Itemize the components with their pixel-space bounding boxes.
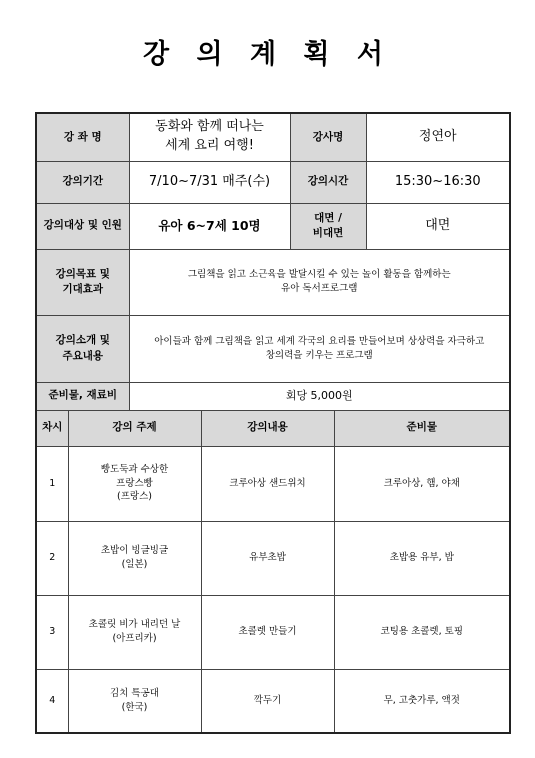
period-row (36, 161, 510, 203)
mode-value: 대면 (366, 203, 510, 249)
materials-row (36, 382, 510, 410)
session-number: 1 (36, 446, 68, 521)
topic-line: (한국) (121, 701, 148, 713)
goal-line-1: 그림책을 읽고 소근육을 발달시킬 수 있는 놀이 활동을 함께하는 (187, 269, 451, 281)
topic-line: (프랑스) (117, 491, 152, 503)
session-topic (68, 669, 201, 733)
course-name-value (129, 113, 290, 161)
session-content: 유부초밥 (201, 521, 334, 595)
target-row (36, 203, 510, 249)
intro-label-line-1: 강의소개 및 (55, 334, 110, 347)
schedule-row (36, 521, 510, 595)
header-supplies: 준비물 (334, 410, 510, 446)
intro-row (36, 315, 510, 382)
intro-label-line-2: 주요내용 (62, 349, 104, 362)
course-name-label: 강 좌 명 (36, 113, 129, 161)
instructor-value: 정연아 (366, 113, 510, 161)
schedule-row (36, 669, 510, 733)
time-label: 강의시간 (290, 161, 366, 203)
session-content: 크루아상 샌드위치 (201, 446, 334, 521)
topic-line: 프랑스빵 (116, 477, 153, 489)
course-name-row (36, 113, 510, 161)
session-number: 3 (36, 595, 68, 669)
session-topic (68, 446, 201, 521)
schedule-row (36, 595, 510, 669)
topic-line: (아프리카) (112, 633, 157, 644)
mode-label-line-1: 대면 / (314, 211, 342, 224)
topic-line: 김치 특공대 (110, 687, 159, 699)
period-label: 강의기간 (36, 161, 129, 203)
topic-line: (일본) (121, 559, 148, 570)
session-topic (68, 521, 201, 595)
goal-label (36, 249, 129, 315)
schedule-row (36, 446, 510, 521)
materials-label: 준비물, 재료비 (36, 382, 129, 410)
session-supplies: 크루아상, 햄, 야채 (334, 446, 510, 521)
mode-label (290, 203, 366, 249)
target-value: 유아 6~7세 10명 (129, 203, 290, 249)
header-content: 강의내용 (201, 410, 334, 446)
materials-value: 회당 5,000원 (129, 382, 510, 410)
time-value: 15:30~16:30 (366, 161, 510, 203)
goal-label-line-1: 강의목표 및 (55, 267, 110, 280)
goal-line-2: 유아 독서프로그램 (281, 283, 358, 294)
session-number: 2 (36, 521, 68, 595)
session-topic (68, 595, 201, 669)
header-topic: 강의 주제 (68, 410, 201, 446)
course-name-line-2: 세계 요리 여행! (165, 138, 254, 154)
session-supplies: 코팅용 초콜렛, 토핑 (334, 595, 510, 669)
session-content: 깍두기 (201, 669, 334, 733)
topic-line: 빵도둑과 수상한 (100, 463, 169, 475)
intro-line-2: 창의력을 키우는 프로그램 (265, 349, 373, 361)
intro-label (36, 315, 129, 382)
intro-line-1: 아이들과 함께 그림책을 읽고 세계 각국의 요리를 만들어보며 상상력을 자극하고 (154, 335, 485, 347)
session-content: 초콜렛 만들기 (201, 595, 334, 669)
session-supplies: 무, 고춧가루, 액젓 (334, 669, 510, 733)
period-value: 7/10~7/31 매주(수) (129, 161, 290, 203)
goal-row (36, 249, 510, 315)
mode-label-line-2: 비대면 (312, 227, 344, 239)
course-name-line-1: 동화와 함께 떠나는 (155, 119, 264, 135)
goal-value (129, 249, 510, 315)
topic-line: 초콜릿 비가 내리던 날 (88, 619, 181, 631)
session-number: 4 (36, 669, 68, 733)
header-session: 차시 (36, 410, 68, 446)
goal-label-line-2: 기대효과 (62, 283, 104, 295)
schedule-header-row (36, 410, 510, 446)
topic-line: 초밥이 빙글빙글 (100, 545, 169, 557)
session-supplies: 초밥용 유부, 밥 (334, 521, 510, 595)
course-plan-table (35, 112, 511, 734)
instructor-label: 강사명 (290, 113, 366, 161)
document-title: 강 의 계 획 서 (142, 39, 392, 70)
intro-value (129, 315, 510, 382)
target-label: 강의대상 및 인원 (36, 203, 129, 249)
